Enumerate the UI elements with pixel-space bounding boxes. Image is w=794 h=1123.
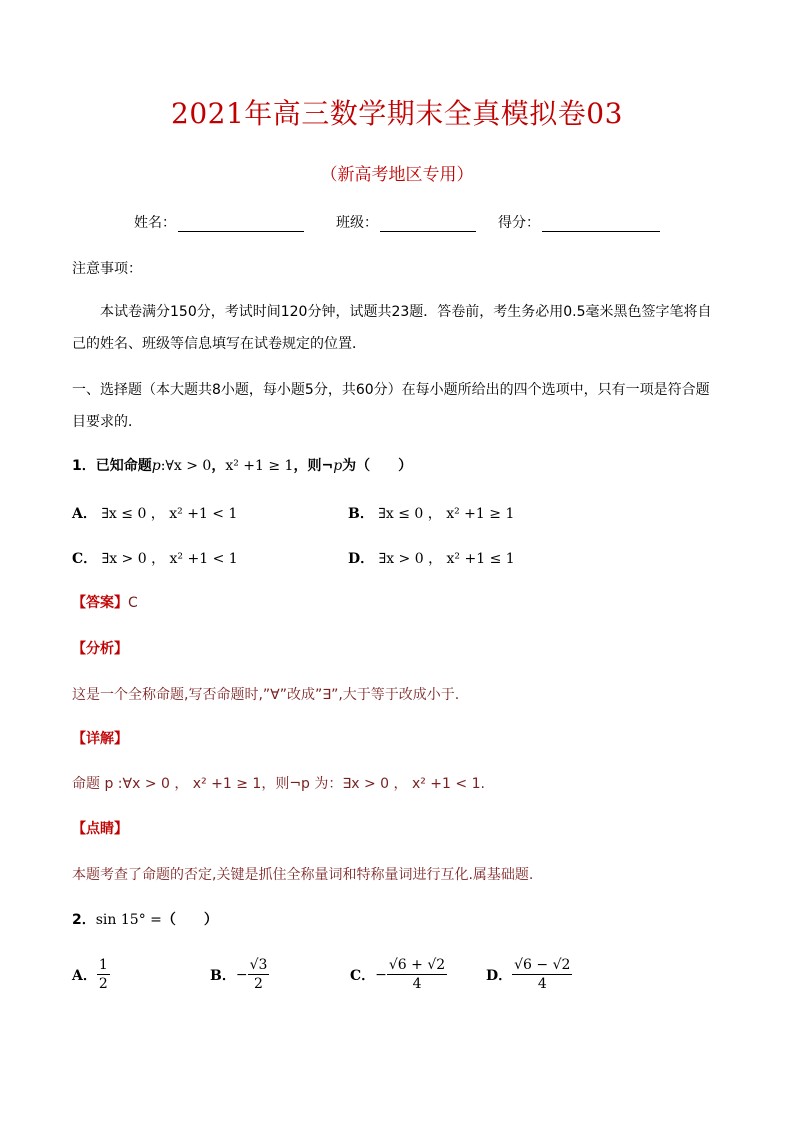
question-2-expression: sin 15° =	[95, 912, 162, 928]
question-2-number: 2．	[72, 912, 96, 928]
score-blank	[542, 217, 660, 232]
q2-option-c-sign: −	[375, 966, 387, 983]
question-1-negation: ，则¬	[293, 458, 334, 474]
q2-option-d-fraction	[512, 956, 572, 993]
class-blank	[380, 217, 476, 232]
question-2-option-c	[350, 956, 447, 993]
class-label: 班级：	[336, 215, 378, 231]
answer-value: C	[128, 595, 138, 611]
option-a-label: A．	[72, 506, 97, 522]
option-c-text: ∃x > 0 ， x² +1 < 1	[101, 551, 238, 567]
question-1-option-a	[72, 503, 237, 523]
question-1-condition: :∀x > 0	[160, 458, 212, 474]
q2-option-c-fraction	[387, 956, 447, 993]
analysis-text: 这是一个全称命题,写否命题时,”∀”改成”∃”,大于等于改成小于.	[72, 687, 460, 703]
fraction-numerator: 1	[98, 957, 108, 973]
proposition-p-negated: p	[333, 458, 343, 474]
question-2-option-b	[210, 956, 269, 993]
q2-option-a-label: A．	[72, 967, 97, 984]
section-1-line-2: 目要求的．	[72, 414, 142, 430]
q2-option-b-sign: −	[235, 966, 248, 983]
q2-option-a-fraction	[97, 956, 110, 993]
comment-text: 本题考查了命题的否定,关键是抓住全称量词和特称量词进行互化.属基础题.	[72, 867, 534, 883]
name-field	[134, 212, 304, 232]
notice-line-1: 本试卷满分150分，考试时间120分钟，试题共23题．答卷前，考生务必用0.5毫米黑色签字笔将自	[100, 304, 712, 320]
fraction-denominator: 2	[254, 976, 263, 992]
question-1-option-b	[348, 503, 514, 523]
analysis-tag: 【分析】	[72, 641, 128, 657]
q2-option-d-label: D．	[486, 967, 513, 984]
fraction-numerator: √6 + √2	[388, 957, 446, 973]
section-1-line-1: 一、选择题（本大题共8小题，每小题5分，共60分）在每小题所给出的四个选项中，只有一项是符合题	[72, 382, 710, 398]
question-1-option-d	[348, 548, 515, 568]
question-2-stem	[72, 910, 218, 930]
fraction-numerator: √6 − √2	[514, 957, 571, 973]
answer-row	[72, 592, 138, 612]
question-1-expression: x² +1 ≥ 1	[225, 458, 294, 474]
name-label: 姓名：	[134, 215, 176, 231]
question-1-ask: 为（ ）	[342, 458, 413, 474]
name-blank	[178, 217, 304, 232]
page-title: 2021年高三数学期末全真模拟卷03	[171, 97, 623, 130]
score-field	[498, 212, 660, 232]
score-label: 得分：	[498, 215, 540, 231]
q2-option-c-label: C．	[350, 967, 376, 984]
page-subtitle: （新高考地区专用）	[320, 165, 474, 185]
fraction-denominator: 2	[98, 976, 108, 992]
question-2-option-d	[486, 956, 572, 993]
comment-tag: 【点睛】	[72, 821, 128, 837]
question-1-number: 1．	[72, 458, 96, 474]
fraction-numerator: √3	[249, 957, 268, 973]
option-d-text: ∃x > 0 ， x² +1 ≤ 1	[378, 551, 515, 567]
option-c-label: C．	[72, 551, 98, 567]
question-2-ask: （ ）	[161, 912, 218, 928]
question-1-separator: ，	[211, 458, 226, 474]
option-b-text: ∃x ≤ 0 ， x² +1 ≥ 1	[378, 506, 515, 522]
option-b-label: B．	[348, 506, 374, 522]
option-d-label: D．	[348, 551, 375, 567]
question-1-option-c	[72, 548, 238, 568]
question-2-option-a	[72, 956, 110, 993]
detail-text: 命题 p :∀x > 0 ， x² +1 ≥ 1，则¬p 为：∃x > 0 ， x² +1 < 1.	[72, 776, 485, 792]
option-a-text: ∃x ≤ 0 ， x² +1 < 1	[101, 506, 238, 522]
fraction-denominator: 4	[537, 976, 547, 992]
proposition-p: p	[151, 458, 161, 474]
detail-tag: 【详解】	[72, 731, 128, 747]
class-field	[336, 212, 476, 232]
q2-option-b-fraction	[248, 956, 270, 993]
notice-heading: 注意事项：	[72, 261, 142, 277]
fraction-denominator: 4	[412, 976, 422, 992]
answer-tag: 【答案】	[72, 595, 128, 611]
q2-option-b-label: B．	[210, 967, 236, 984]
question-1-prefix: 已知命题	[95, 458, 152, 474]
question-1-stem	[72, 456, 412, 476]
notice-line-2: 己的姓名、班级等信息填写在试卷规定的位置．	[72, 336, 366, 352]
